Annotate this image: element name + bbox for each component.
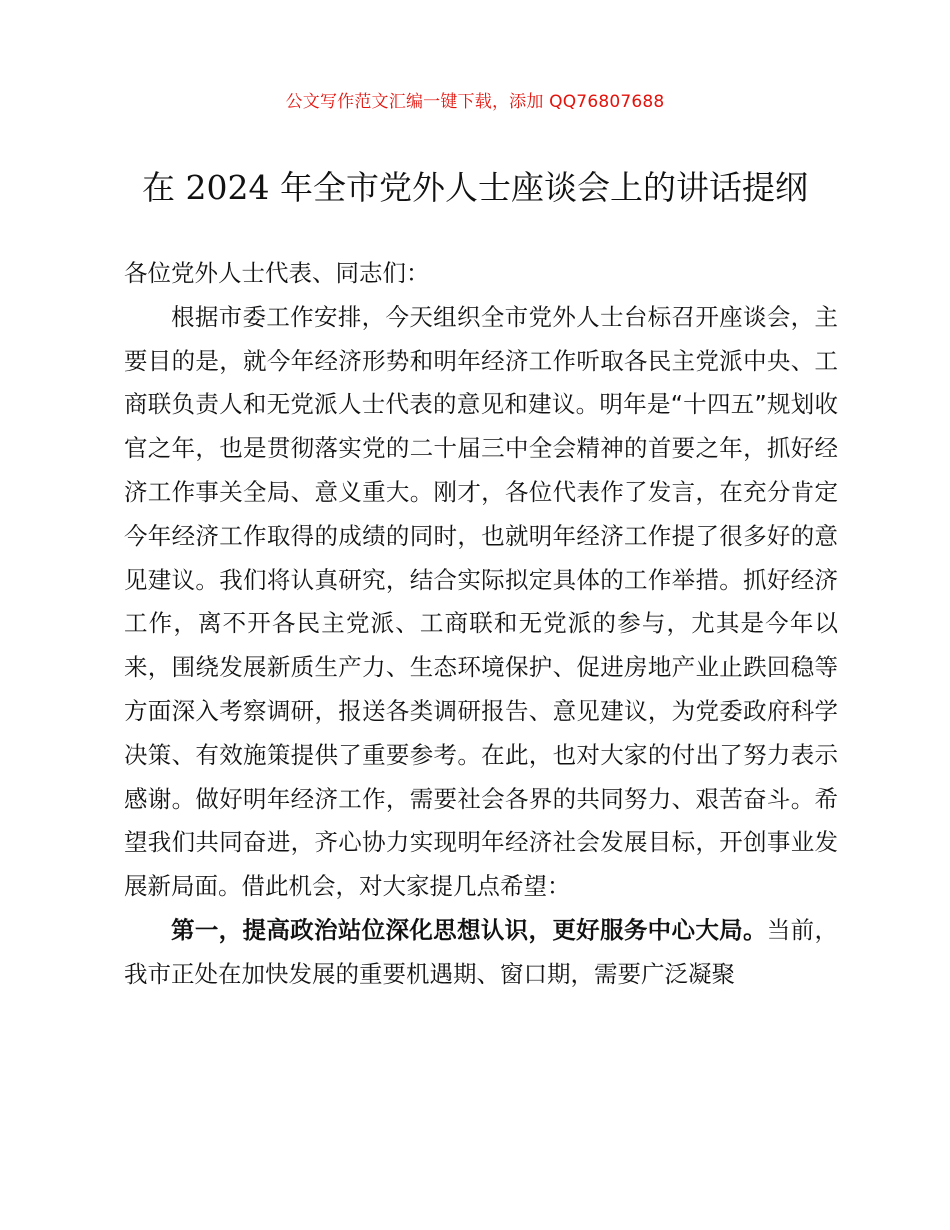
document-title: 在 2024 年全市党外人士座谈会上的讲话提纲 [142,168,808,207]
first-point-text: 当前，我市正处在加快发展的重要机遇期、窗口期，需要广泛凝聚 [124,915,839,988]
paragraph-intro: 根据市委工作安排，今天组织全市党外人士台标召开座谈会，主要目的是，就今年经济形势和明年经济工作听取各民主党派中央、工商联负责人和无党派人士代表的意见和建议。明年是“十四五”规划收官之年，也是贯彻落实党的二十届三中全会精神的首要之年，抓好经济工作事关全局、意义重大。刚才，各位代表作了发言，在充分肯定今年经济工作取得的成绩的同时，也就明年经济工作提了很多好的意见建议。我们将认真研究，结合实际拟定具体的工作举措。抓好经济工作，离不开各民主党派、工商联和无党派的参与，尤其是今年以来，围绕发展新质生产力、生态环境保护、促进房地产业止跌回稳等方面深入考察调研，报送各类调研报告、意见建议，为党委政府科学决策、有效施策提供了重要参考。在此，也对大家的付出了努力表示感谢。做好明年经济工作，需要社会各界的共同努力、艰苦奋斗。希望我们共同奋进，齐心协力实现明年经济社会发展目标，开创事业发展新局面。借此机会，对大家提几点希望： [124,302,838,901]
document-body [124,252,838,997]
paragraph-first-point [124,909,838,997]
salutation: 各位党外人士代表、同志们： [124,259,430,287]
download-notice: 公文写作范文汇编一键下载，添加 QQ76807688 [285,92,665,112]
first-point-heading: 第一，提高政治站位深化思想认识，更好服务中心大局。 [171,915,767,944]
